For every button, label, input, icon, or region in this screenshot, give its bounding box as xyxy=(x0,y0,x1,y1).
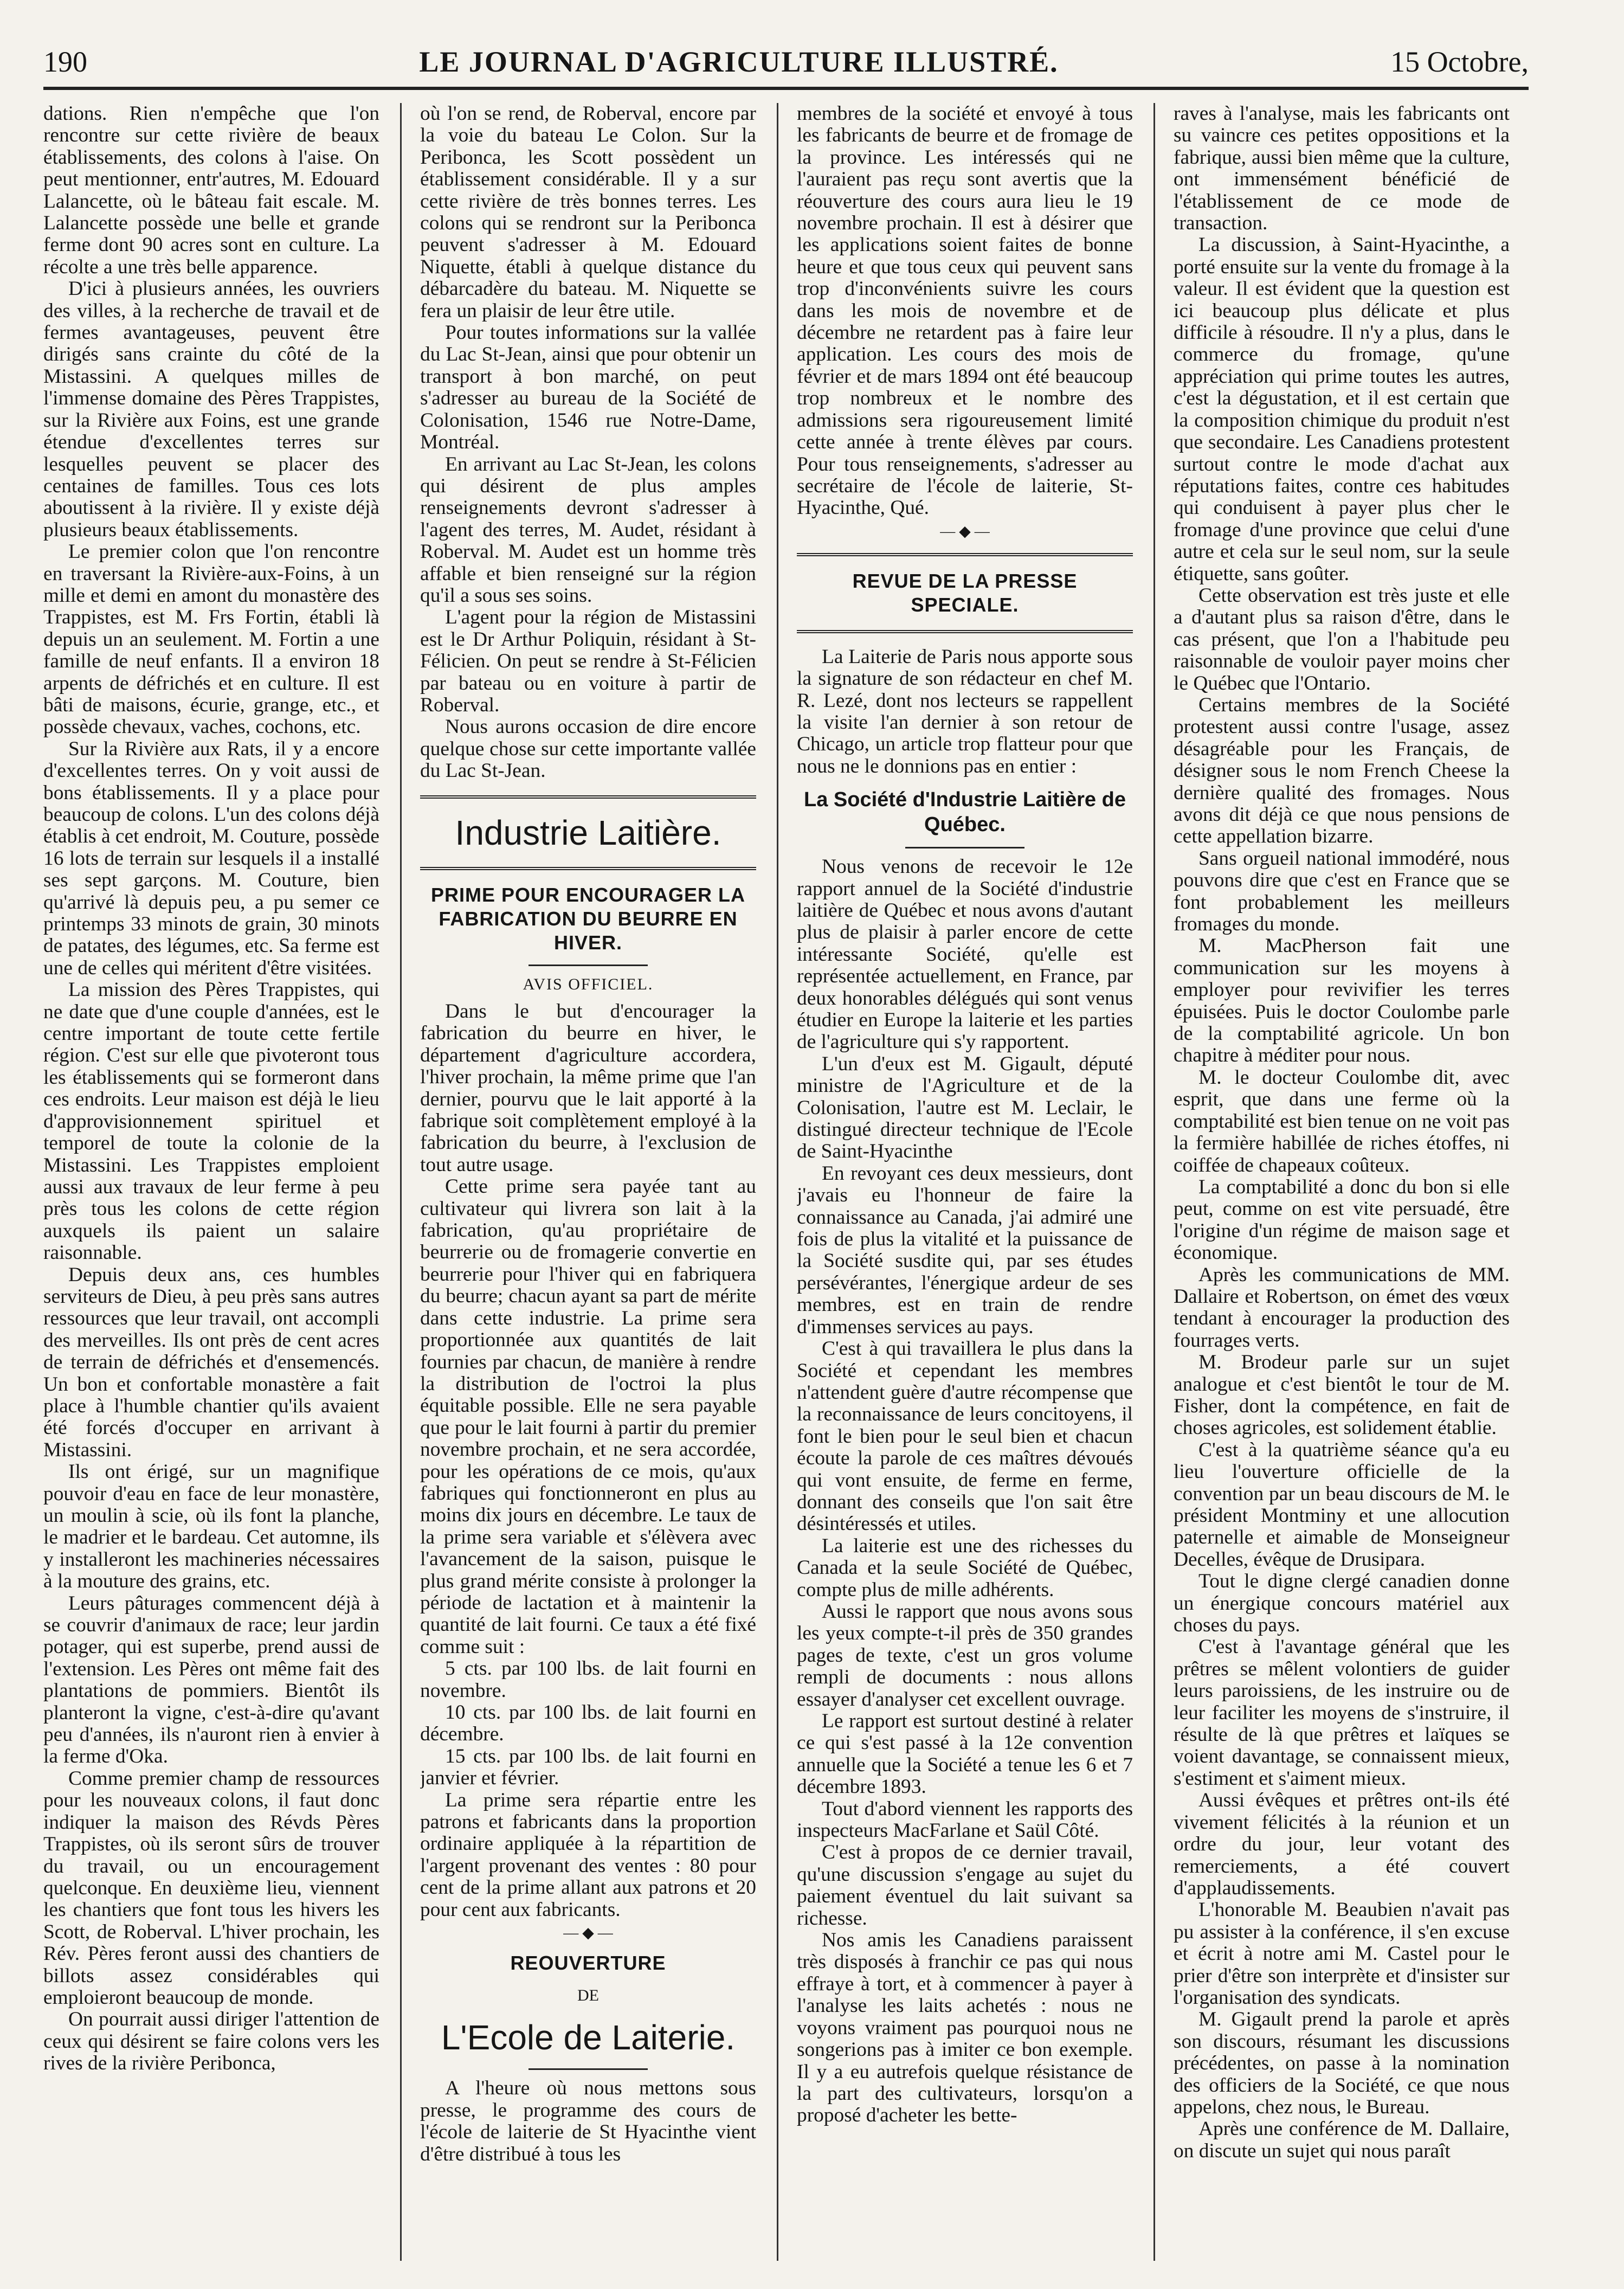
section-rule xyxy=(420,867,756,870)
paragraph: Aussi le rapport que nous avons sous les yeux compte-t-il près de 350 grandes pages de texte, c'est un gros volume rempli de documents : nous allons essayer d'analyser cet excellent ouvrage. xyxy=(797,1600,1133,1711)
issue-date: 15 Octobre, xyxy=(1390,46,1529,78)
paragraph: C'est à la quatrième séance qu'a eu lieu l'ouverture officielle de la convention par un beau discours de M. le président Montminy et une allocution paternelle et aimable de Monseigneur Decelles, évêque de Drusipara. xyxy=(1174,1438,1510,1571)
paragraph: raves à l'analyse, mais les fabricants ont su vaincre ces petites oppositions et la fabrique, aussi bien même que la culture, ont immensément bénéficié de l'établissement de ce mode de transaction. xyxy=(1174,103,1510,235)
paragraph: M. Brodeur parle sur un sujet analogue et c'est bientôt le tour de M. Fisher, dont la compétence, en fait de choses agricoles, est solidement établie. xyxy=(1174,1351,1510,1439)
paragraph: 5 cts. par 100 lbs. de lait fourni en novembre. xyxy=(420,1657,756,1702)
paragraph: M. Gigault prend la parole et après son discours, résumant les discussions précédentes, on passe à la nomination des officiers de la Société, ce que nous appelons, chez nous, le Bureau. xyxy=(1174,2008,1510,2118)
column-divider xyxy=(400,103,402,2261)
paragraph: Tout d'abord viennent les rapports des inspecteurs MacFarlane et Saül Côté. xyxy=(797,1797,1133,1842)
paragraph: Sur la Rivière aux Rats, il y a encore d'excellentes terres. On y voit aussi de bons établissements. Il y a place pour beaucoup de colons. L'un des colons déjà établis à cet endroit, M. Couture, possède 16 lots de terrain sur lesquels il a installé ses sept garçons. M. Couture, bien qu'arrivé là depuis peu, a pu semer ce printemps 33 minots de grain, 30 minots de patates, des légumes, etc. Sa ferme est une de celles qui méritent d'être visitées. xyxy=(43,737,379,979)
paragraph: La mission des Pères Trappistes, qui ne date que d'une couple d'années, est le centre important de toute cette fertile région. C'est sur elle que pivoteront tous les établissements qui se formeront dans ces endroits. Leur maison est déjà le lieu d'approvisionnement spirituel et temporel de toute la colonie de la Mistassini. Les Trappistes emploient aussi aux travaux de leur ferme à peu près tous les colons de cette région auxquels ils paient un salaire raisonnable. xyxy=(43,979,379,1264)
paragraph: 10 cts. par 100 lbs. de lait fourni en décembre. xyxy=(420,1701,756,1746)
paragraph: La prime sera répartie entre les patrons et fabricants dans la proportion ordinaire appliquée à la répartition de l'argent provenant des ventes : 80 pour cent de la prime allant aux patrons et 20 pour cent aux fabricants. xyxy=(420,1789,756,1921)
paragraph: L'agent pour la région de Mistassini est le Dr Arthur Poliquin, résidant à St-Félicien. On peut se rendre à St-Félicien par bateau ou en voiture à partir de Roberval. xyxy=(420,606,756,716)
ornament-divider: — ◆ — xyxy=(563,1925,613,1942)
paragraph: Nous venons de recevoir le 12e rapport annuel de la Société d'industrie laitière de Québec et nous avons d'autant plus de plaisir à parler encore de cette intéressante Société, qu'elle est représentée actuellement, en France, par deux honorables délégués qui sont venus étudier en Europe la laiterie et les parties de l'agriculture qui s'y rapportent. xyxy=(797,856,1133,1053)
section-rule xyxy=(420,795,756,799)
paragraph: Dans le but d'encourager la fabrication du beurre en hiver, le département d'agriculture accordera, l'hiver prochain, la même prime que l'an dernier, pourvu que le lait apporté à la fabrique soit complètement employé à la fabrication du beurre, à l'exclusion de tout autre usage. xyxy=(420,1000,756,1176)
ornament-divider: — ◆ — xyxy=(940,523,990,540)
paragraph: On pourrait aussi diriger l'attention de ceux qui désirent se faire colons vers les rives de la rivière Peribonca, xyxy=(43,2008,379,2075)
paragraph: Aussi évêques et prêtres ont-ils été vivement félicités à la réunion et un ordre du jour, leur votant des remerciements, a été couvert d'applaudissements. xyxy=(1174,1789,1510,1899)
paragraph: Nous aurons occasion de dire encore quelque chose sur cette importante vallée du Lac St-Jean. xyxy=(420,716,756,782)
divider xyxy=(905,847,1024,848)
paragraph: Leurs pâturages commencent déjà à se couvrir d'animaux de race; leur jardin potager, qui est superbe, prend aussi de l'extension. Les Pères ont même fait des plantations de pommiers. Bientôt ils planteront la vigne, c'est-à-dire qu'avant peu d'années, ils n'auront rien à envier à la ferme d'Oka. xyxy=(43,1592,379,1768)
paragraph: L'honorable M. Beaubien n'avait pas pu assister à la conférence, il s'en excuse et écrit à notre ami M. Castel pour le prier d'être son interprète et d'insister sur l'organisation des syndicats. xyxy=(1174,1899,1510,2009)
paragraph: La comptabilité a donc du bon si elle peut, comme on est vite persuadé, être l'origine d'un régime de maison sage et économique. xyxy=(1174,1175,1510,1264)
paragraph: Pour toutes informations sur la vallée du Lac St-Jean, ainsi que pour obtenir un transport à bon marché, on peut s'adresser au bureau de la Société de Colonisation, 1546 rue Notre-Dame, Montréal. xyxy=(420,322,756,454)
divider xyxy=(529,2068,648,2070)
paragraph: Comme premier champ de ressources pour les nouveaux colons, il faut donc indiquer la maison des Révds Pères Trappistes, où ils seront sûrs de trouver du travail, ou un encouragement quelconque. En deuxième lieu, viennent les chantiers que font tous les hivers les Scott, de Roberval. L'hiver prochain, les Rév. Pères feront aussi des chantiers de billots assez considérables qui emploieront beaucoup de monde. xyxy=(43,1767,379,2009)
paragraph: C'est à propos de ce dernier travail, qu'une discussion s'engage au sujet du paiement éventuel du lait suivant sa richesse. xyxy=(797,1841,1133,1930)
article-title: L'Ecole de Laiterie. xyxy=(441,2018,736,2057)
section-title: REVUE DE LA PRESSE SPECIALE. xyxy=(852,569,1078,616)
page-header xyxy=(43,46,1529,78)
paragraph: membres de la société et envoyé à tous les fabricants de beurre et de fromage de la province. Les intéressés qui ne l'auraient pas reçu sont avertis que la réouverture des cours aura lieu le 19 novembre prochain. Il est à désirer que les applications soient faites de bonne heure et que tous ceux qui peuvent sans trop d'inconvénients suivre les cours dans les mois de novembre et de décembre ne retardent pas à faire leur application. Les cours des mois de février et de mars 1894 ont été beaucoup trop nombreux et le nombre des admissions sera rigoureusement limité cette année à trente élèves par cours. Pour tous renseignements, s'adresser au secrétaire de l'école de laiterie, St-Hyacinthe, Qué. xyxy=(797,103,1133,519)
article-title: REOUVERTURE xyxy=(510,1952,666,1975)
journal-title: LE JOURNAL D'AGRICULTURE ILLUSTRÉ. xyxy=(419,46,1059,78)
paragraph: En revoyant ces deux messieurs, dont j'avais eu l'honneur de faire la connaissance au Canada, j'ai admiré une fois de plus la vitalité et la puissance de la Société susdite qui, par ses études persévérantes, l'énergique ardeur de ses membres, est en train de rendre d'immenses services au pays. xyxy=(797,1162,1133,1338)
paragraph: M. le docteur Coulombe dit, avec esprit, que dans une ferme où la comptabilité est bien tenue on ne voit pas la fermière habillée de riches étoffes, ni coiffée de chapeaux coûteux. xyxy=(1174,1066,1510,1176)
section-rule xyxy=(797,630,1133,633)
section-title: Industrie Laitière. xyxy=(455,813,721,852)
header-rule xyxy=(43,87,1529,90)
notice-label: AVIS OFFICIEL. xyxy=(523,975,654,993)
paragraph: Certains membres de la Société protestent aussi contre l'usage, assez désagréable pour les Français, de désigner sous le nom French Cheese la dernière qualité des fromages. Nous avons dit déjà ce que nous pensions de cette appellation bizarre. xyxy=(1174,693,1510,848)
paragraph: C'est à qui travaillera le plus dans la Société et cependant les membres n'attendent guère d'autre récompense que la reconnaissance de leurs concitoyens, il font le bien pour le seul bien et chacun écoute la parole de ces maîtres dévoués qui vont ensuite, de ferme en ferme, donnant des conseils que l'on sait être désintéressés et utiles. xyxy=(797,1338,1133,1535)
page-number: 190 xyxy=(43,46,87,78)
paragraph: Tout le digne clergé canadien donne un énergique concours matériel aux choses du pays. xyxy=(1174,1570,1510,1637)
article-title: PRIME POUR ENCOURAGER LA FABRICATION DU BEURRE EN HIVER. xyxy=(430,883,746,954)
paragraph: La discussion, à Saint-Hyacinthe, a porté ensuite sur la vente du fromage à la valeur. Il est évident que la question est ici beaucoup plus délicate et plus difficile à résoudre. Il n'y a plus, dans le commerce du fromage, qu'une appréciation qui prime toutes les autres, c'est la dégustation, et il est certain que la composition chimique du produit n'est que secondaire. Les Canadiens protestent surtout contre le mode d'achat aux réputations faites, contre ces habitudes qui conduisent à payer plus cher le fromage d'une province que celui d'une autre et cela sur le seul nom, sur la seule étiquette, sans goûter. xyxy=(1174,234,1510,585)
paragraph: C'est à l'avantage général que les prêtres se mêlent volontiers de guider leurs paroissiens, de les instruire ou de leur faciliter les moyens de s'instruire, il résulte de là que prêtres et laïques se voient davantage, se connaissent mieux, s'estiment et s'aiment mieux. xyxy=(1174,1636,1510,1790)
column-divider xyxy=(777,103,778,2261)
article-title-connector: DE xyxy=(577,1986,599,2005)
paragraph: La Laiterie de Paris nous apporte sous la signature de son rédacteur en chef M. R. Lezé, dont nos lecteurs se rappellent la visite l'an dernier à son retour de Chicago, un article trop flatteur pour que nous ne le donnions pas en entier : xyxy=(797,645,1133,777)
paragraph: 15 cts. par 100 lbs. de lait fourni en janvier et février. xyxy=(420,1745,756,1790)
paragraph: Le premier colon que l'on rencontre en traversant la Rivière-aux-Foins, à un mille et demi en amont du monastère des Trappistes, est M. Frs Fortin, établi là depuis un an seulement. M. Fortin a une famille de neuf enfants. Il a environ 18 arpents de défrichés et en culture. Il est bâti de maisons, écurie, grange, etc., et possède chevaux, vaches, cochons, etc. xyxy=(43,541,379,738)
paragraph: Nos amis les Canadiens paraissent très disposés à franchir ce pas qui nous effraye à tort, et à commencer à payer à l'analyse les laits achetés : nous ne voyons vraiment pas pourquoi nous ne songerions pas à imiter ce bon exemple. Il y a eu autrefois quelque résistance de la part des cultivateurs, lorsqu'on a proposé d'acheter les bette- xyxy=(797,1929,1133,2127)
paragraph: M. MacPherson fait une communication sur les moyens à employer pour revivifier les terres épuisées. Puis le doctor Coulombe parle de la comptabilité agricole. Un bon chapitre à méditer pour nous. xyxy=(1174,935,1510,1067)
paragraph: La laiterie est une des richesses du Canada et la seule Société de Québec, compte plus de mille adhérents. xyxy=(797,1534,1133,1601)
paragraph: Cette observation est très juste et elle a d'autant plus sa raison d'être, dans le cas présent, que l'on a l'habitude peu raisonnable de vouloir payer moins cher le Québec que l'Ontario. xyxy=(1174,584,1510,695)
section-rule xyxy=(797,553,1133,556)
paragraph: Après les communications de MM. Dallaire et Robertson, on émet des vœux tendant à encourager la production des fourrages verts. xyxy=(1174,1263,1510,1352)
paragraph: En arrivant au Lac St-Jean, les colons qui désirent de plus amples renseignements devront s'adresser à l'agent des terres, M. Audet, résidant à Roberval. M. Audet est un homme très affable et bien renseigné sur la région qu'il a sous ses soins. xyxy=(420,453,756,607)
column-1 xyxy=(43,103,379,2261)
paragraph: Sans orgueil national immodéré, nous pouvons dire que c'est en France que se font probablement les meilleurs fromages du monde. xyxy=(1174,847,1510,936)
paragraph: D'ici à plusieurs années, les ouvriers des villes, à la recherche de travail et de fermes avantageuses, peuvent être dirigés sans crainte du côté de la Mistassini. A quelques milles de l'immense domaine des Pères Trappistes, sur la Rivière aux Foins, est une grande étendue d'excellentes terres sur lesquelles peuvent se placer des centaines de familles. Tous ces lots aboutissent à la rivière. Il y existe déjà plusieurs beaux établissements. xyxy=(43,278,379,541)
paragraph: Ils ont érigé, sur un magnifique pouvoir d'eau en face de leur monastère, un moulin à scie, où ils font la planche, le madrier et le bardeau. Cet automne, ils y installeront les machineries nécessaires à la mouture des grains, etc. xyxy=(43,1461,379,1593)
paragraph: Depuis deux ans, ces humbles serviteurs de Dieu, à peu près sans autres ressources que leur travail, ont accompli des merveilles. Ils ont près de cent acres de terrain de défrichés et d'ensemencés. Un bon et confortable monastère a fait place à l'humble chantier qu'ils avaient été forcés d'occuper en arrivant à Mistassini. xyxy=(43,1263,379,1461)
paragraph: Le rapport est surtout destiné à relater ce qui s'est passé à la 12e convention annuelle que la Société a tenue les 6 et 7 décembre 1893. xyxy=(797,1710,1133,1798)
column-divider xyxy=(1153,103,1155,2261)
column-3 xyxy=(797,103,1133,2261)
paragraph: dations. Rien n'empêche que l'on rencontre sur cette rivière de beaux établissements, des colons à l'aise. On peut mentionner, entr'autres, M. Edouard Lalancette, où le bâteau fait escale. M. Lalancette possède une belle et grande ferme dont 90 acres sont en culture. La récolte a une très belle apparence. xyxy=(43,103,379,278)
column-4 xyxy=(1174,103,1510,2261)
column-2 xyxy=(420,103,756,2261)
article-title: La Société d'Industrie Laitière de Québec. xyxy=(804,788,1126,837)
divider xyxy=(529,965,648,966)
paragraph: Après une conférence de M. Dallaire, on discute un sujet qui nous paraît xyxy=(1174,2118,1510,2162)
paragraph: A l'heure où nous mettons sous presse, le programme des cours de l'école de laiterie de St Hyacinthe vient d'être distribué à tous les xyxy=(420,2077,756,2165)
paragraph: où l'on se rend, de Roberval, encore par la voie du bateau Le Colon. Sur la Peribonca, les Scott possèdent un établissement considérable. Il y a sur cette rivière de très bonnes terres. Les colons qui se rendront sur la Peribonca peuvent s'adresser à M. Edouard Niquette, établi à quelque distance du débarcadère du bateau. M. Niquette se fera un plaisir de leur être utile. xyxy=(420,103,756,322)
paragraph: L'un d'eux est M. Gigault, député ministre de l'Agriculture et de la Colonisation, l'autre est M. Leclair, le distingué directeur technique de l'Ecole de Saint-Hyacinthe xyxy=(797,1052,1133,1163)
paragraph: Cette prime sera payée tant au cultivateur qui livrera son lait à la fabrication, qu'au propriétaire de beurrerie ou de fromagerie convertie en beurrerie pour l'hiver qui en fabriquera du beurre; chacun ayant sa part de mérite dans cette industrie. La prime sera proportionnée aux quantités de lait fournies par chacun, de manière à rendre la distribution de l'octroi la plus équitable possible. Elle ne sera payable que pour le lait fourni à partir du premier novembre prochain, et ne sera accordée, pour les opérations de ce mois, qu'aux fabriques qui fonctionneront en plus au moins dix jours en décembre. Le taux de la prime sera variable et s'élèvera avec l'avancement de la saison, puisque le plus grand mérite consiste à prolonger la période de lactation et à maintenir la quantité de lait fourni. Ce taux a été fixé comme suit : xyxy=(420,1175,756,1658)
